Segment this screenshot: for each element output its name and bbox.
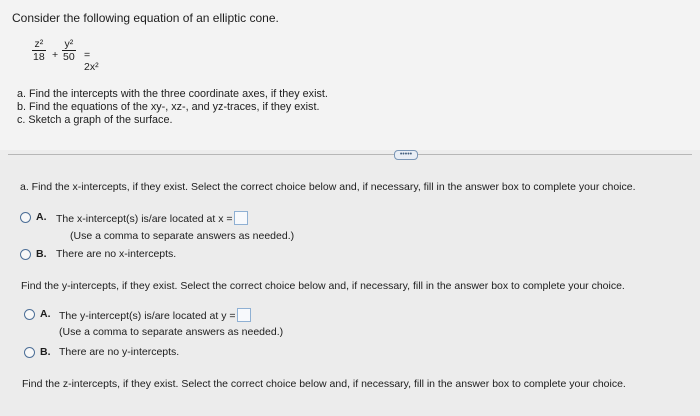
x-option-a-label	[56, 211, 248, 225]
equation-rhs: = 2x²	[84, 49, 99, 73]
answer-panel	[0, 160, 700, 416]
part-a: a. Find the intercepts with the three coordinate axes, if they exist.	[17, 88, 328, 100]
y-option-a-letter: A.	[40, 308, 51, 320]
part-c: c. Sketch a graph of the surface.	[17, 114, 173, 126]
x-option-a-radio[interactable]	[20, 212, 31, 223]
frac2-numerator: y²	[64, 38, 74, 50]
question-intro: Consider the following equation of an elliptic cone.	[12, 11, 279, 25]
x-option-b-letter: B.	[36, 248, 47, 260]
frac1-denominator: 18	[33, 51, 45, 63]
x-option-a-hint: (Use a comma to separate answers as needed.)	[70, 230, 295, 242]
y-option-a-label	[59, 308, 251, 322]
expand-more-button[interactable]: •••••	[394, 150, 418, 160]
part-b: b. Find the equations of the xy-, xz-, and yz-traces, if they exist.	[17, 101, 320, 113]
section-divider	[8, 154, 692, 155]
plus-sign: +	[52, 49, 59, 61]
frac1-numerator: z²	[34, 38, 44, 50]
question-parts	[17, 88, 328, 127]
x-option-a-letter: A.	[36, 211, 47, 223]
fraction-z-squared	[32, 38, 46, 63]
x-intercept-prompt: a. Find the x-intercepts, if they exist. Select the correct choice below and, if necessary, fill in the answer box to complete your choice.	[20, 181, 636, 193]
y-option-b-text: There are no y-intercepts.	[59, 346, 180, 358]
x-option-b-radio[interactable]	[20, 249, 31, 260]
y-option-b-radio[interactable]	[24, 347, 35, 358]
frac2-denominator: 50	[63, 51, 75, 63]
y-option-a-text: The y-intercept(s) is/are located at y =	[59, 310, 236, 322]
y-option-a-radio[interactable]	[24, 309, 35, 320]
y-option-a-hint: (Use a comma to separate answers as needed.)	[59, 326, 284, 338]
x-option-b-text: There are no x-intercepts.	[56, 248, 177, 260]
z-intercept-prompt: Find the z-intercepts, if they exist. Select the correct choice below and, if necessary, fill in the answer box to complete your choice.	[22, 378, 626, 390]
y-intercept-prompt: Find the y-intercepts, if they exist. Select the correct choice below and, if necessary, fill in the answer box to complete your choice.	[21, 280, 625, 292]
question-panel	[0, 0, 700, 150]
y-answer-input[interactable]	[237, 308, 251, 322]
x-answer-input[interactable]	[234, 211, 248, 225]
fraction-y-squared	[62, 38, 76, 63]
x-option-a-text: The x-intercept(s) is/are located at x =	[56, 213, 233, 225]
y-option-b-letter: B.	[40, 346, 51, 358]
